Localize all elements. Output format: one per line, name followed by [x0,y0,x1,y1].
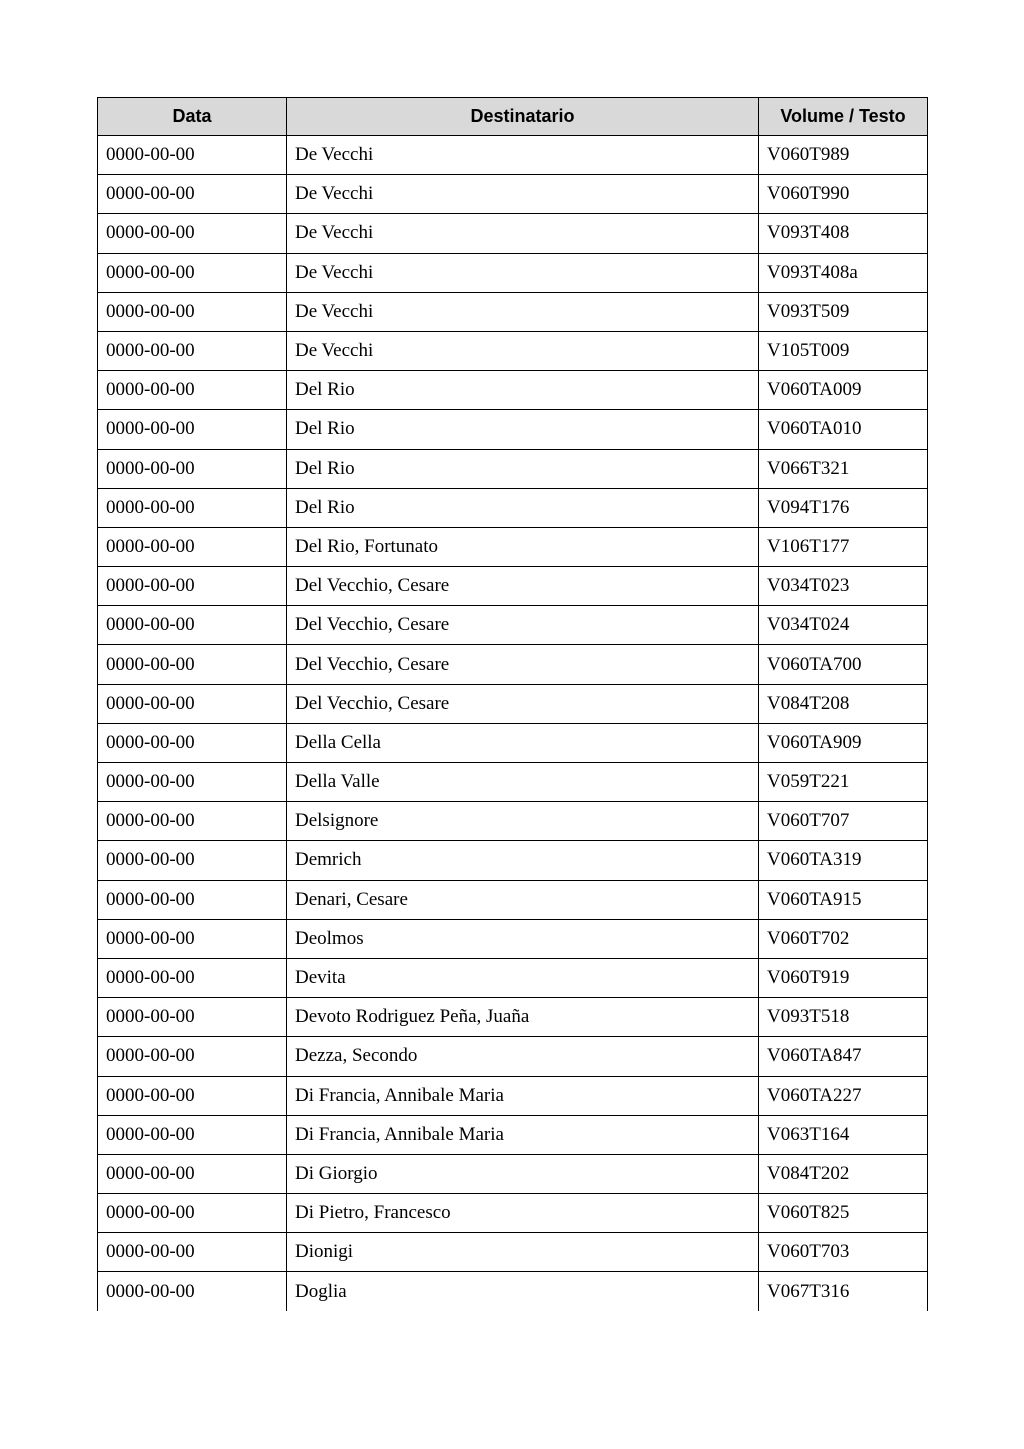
cell-volume-testo: V094T176 [759,488,928,527]
cell-destinatario: Del Rio [287,488,759,527]
table-row [98,684,928,723]
cell-destinatario: Della Valle [287,763,759,802]
cell-date: 0000-00-00 [98,1037,287,1076]
cell-destinatario: Del Vecchio, Cesare [287,684,759,723]
table-row [98,1154,928,1193]
cell-volume-testo: V105T009 [759,331,928,370]
table-row [98,488,928,527]
cell-volume-testo: V067T316 [759,1272,928,1311]
cell-destinatario: De Vecchi [287,214,759,253]
cell-date: 0000-00-00 [98,919,287,958]
table-row [98,253,928,292]
cell-date: 0000-00-00 [98,527,287,566]
cell-volume-testo: V066T321 [759,449,928,488]
cell-volume-testo: V060T989 [759,136,928,175]
table-row [98,527,928,566]
cell-date: 0000-00-00 [98,1115,287,1154]
cell-destinatario: Deolmos [287,919,759,958]
table-row [98,958,928,997]
cell-volume-testo: V060T702 [759,919,928,958]
cell-date: 0000-00-00 [98,606,287,645]
cell-destinatario: Del Vecchio, Cesare [287,606,759,645]
cell-date: 0000-00-00 [98,684,287,723]
table-row [98,841,928,880]
cell-volume-testo: V059T221 [759,763,928,802]
cell-destinatario: Doglia [287,1272,759,1311]
table-row [98,292,928,331]
table-row [98,606,928,645]
cell-volume-testo: V060T990 [759,175,928,214]
table-row [98,1272,928,1311]
cell-volume-testo: V060TA010 [759,410,928,449]
cell-volume-testo: V084T208 [759,684,928,723]
cell-volume-testo: V060T707 [759,802,928,841]
table-row [98,371,928,410]
cell-destinatario: Demrich [287,841,759,880]
cell-volume-testo: V034T024 [759,606,928,645]
table-header [98,98,928,136]
cell-volume-testo: V060TA915 [759,880,928,919]
table-row [98,1115,928,1154]
cell-date: 0000-00-00 [98,567,287,606]
cell-destinatario: Del Rio [287,410,759,449]
table-row [98,723,928,762]
table-row [98,802,928,841]
cell-destinatario: Del Rio [287,449,759,488]
cell-volume-testo: V093T408 [759,214,928,253]
table-row [98,880,928,919]
cell-destinatario: Delsignore [287,802,759,841]
cell-date: 0000-00-00 [98,175,287,214]
table-row [98,645,928,684]
cell-date: 0000-00-00 [98,1233,287,1272]
cell-date: 0000-00-00 [98,253,287,292]
cell-volume-testo: V060TA227 [759,1076,928,1115]
cell-date: 0000-00-00 [98,1076,287,1115]
cell-volume-testo: V093T518 [759,998,928,1037]
cell-destinatario: Devoto Rodriguez Peña, Juaña [287,998,759,1037]
table-row [98,763,928,802]
table-row [98,1233,928,1272]
cell-date: 0000-00-00 [98,1272,287,1311]
cell-date: 0000-00-00 [98,449,287,488]
cell-destinatario: Di Pietro, Francesco [287,1194,759,1233]
cell-date: 0000-00-00 [98,136,287,175]
cell-date: 0000-00-00 [98,998,287,1037]
cell-date: 0000-00-00 [98,371,287,410]
cell-date: 0000-00-00 [98,958,287,997]
cell-destinatario: Dionigi [287,1233,759,1272]
table-header-row [98,98,928,136]
table-row [98,998,928,1037]
cell-volume-testo: V060TA909 [759,723,928,762]
column-header-data: Data [98,98,287,136]
table-row [98,136,928,175]
cell-volume-testo: V060T825 [759,1194,928,1233]
cell-date: 0000-00-00 [98,763,287,802]
cell-volume-testo: V093T509 [759,292,928,331]
cell-destinatario: De Vecchi [287,136,759,175]
table-row [98,1037,928,1076]
table-row [98,214,928,253]
cell-date: 0000-00-00 [98,331,287,370]
cell-date: 0000-00-00 [98,292,287,331]
cell-date: 0000-00-00 [98,723,287,762]
cell-volume-testo: V106T177 [759,527,928,566]
cell-destinatario: Del Vecchio, Cesare [287,645,759,684]
cell-destinatario: Denari, Cesare [287,880,759,919]
cell-volume-testo: V060TA700 [759,645,928,684]
cell-volume-testo: V060TA009 [759,371,928,410]
cell-volume-testo: V084T202 [759,1154,928,1193]
table-row [98,567,928,606]
cell-volume-testo: V063T164 [759,1115,928,1154]
column-header-destinatario: Destinatario [287,98,759,136]
cell-destinatario: De Vecchi [287,292,759,331]
cell-destinatario: Di Francia, Annibale Maria [287,1115,759,1154]
cell-date: 0000-00-00 [98,1154,287,1193]
cell-volume-testo: V060TA847 [759,1037,928,1076]
table-row [98,449,928,488]
cell-date: 0000-00-00 [98,214,287,253]
cell-destinatario: Devita [287,958,759,997]
cell-volume-testo: V093T408a [759,253,928,292]
cell-destinatario: De Vecchi [287,331,759,370]
cell-date: 0000-00-00 [98,880,287,919]
cell-destinatario: Dezza, Secondo [287,1037,759,1076]
table-row [98,919,928,958]
cell-date: 0000-00-00 [98,802,287,841]
table-row [98,1194,928,1233]
letters-index-table [97,97,928,1311]
cell-destinatario: Del Rio [287,371,759,410]
cell-date: 0000-00-00 [98,1194,287,1233]
table-row [98,331,928,370]
cell-destinatario: Della Cella [287,723,759,762]
column-header-volume-testo: Volume / Testo [759,98,928,136]
cell-date: 0000-00-00 [98,410,287,449]
cell-destinatario: De Vecchi [287,175,759,214]
cell-date: 0000-00-00 [98,841,287,880]
cell-volume-testo: V060T703 [759,1233,928,1272]
cell-date: 0000-00-00 [98,488,287,527]
cell-destinatario: Di Francia, Annibale Maria [287,1076,759,1115]
cell-destinatario: Di Giorgio [287,1154,759,1193]
table-row [98,410,928,449]
table-row [98,1076,928,1115]
cell-destinatario: Del Rio, Fortunato [287,527,759,566]
table-body [98,136,928,1312]
cell-volume-testo: V060T919 [759,958,928,997]
cell-destinatario: De Vecchi [287,253,759,292]
cell-volume-testo: V060TA319 [759,841,928,880]
cell-date: 0000-00-00 [98,645,287,684]
cell-destinatario: Del Vecchio, Cesare [287,567,759,606]
cell-volume-testo: V034T023 [759,567,928,606]
table-row [98,175,928,214]
